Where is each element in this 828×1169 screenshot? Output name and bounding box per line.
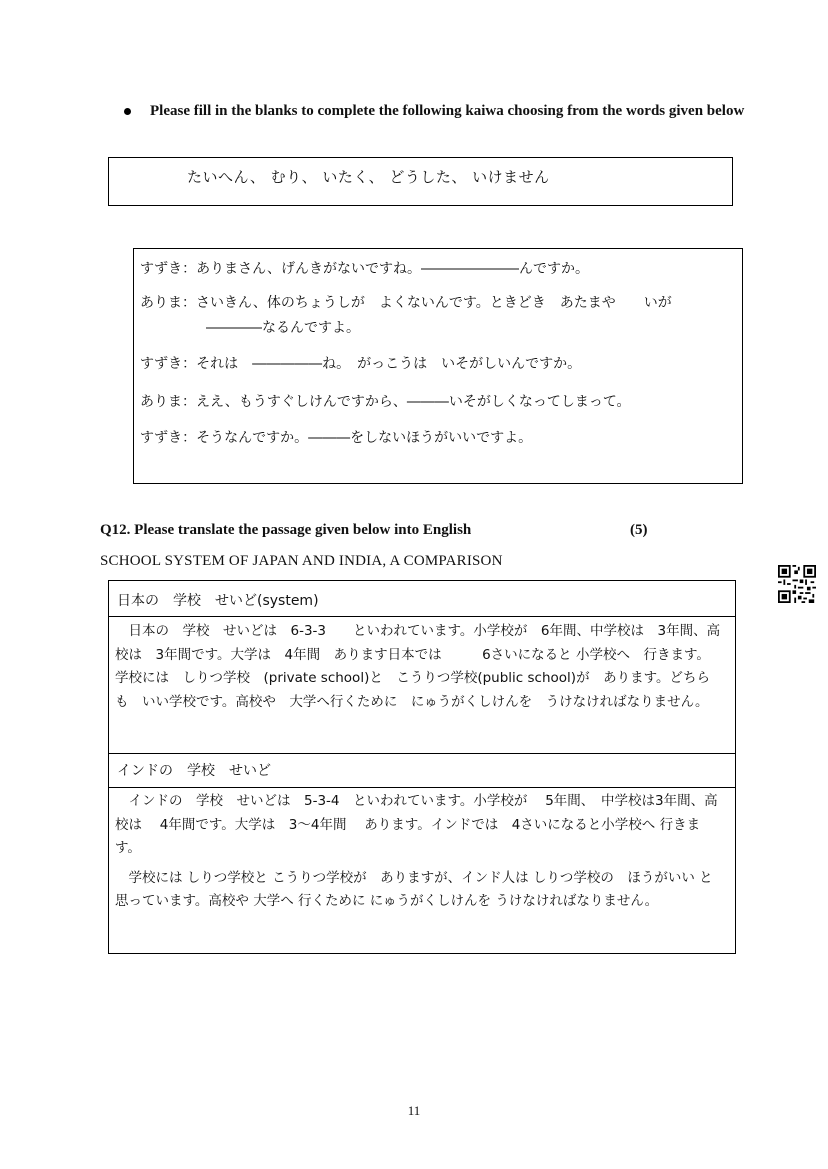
japan-heading: 日本の 学校 せいど(system)	[117, 593, 319, 609]
question-marks: (5)	[630, 522, 648, 538]
kaiwa-box	[133, 248, 743, 484]
word-choices: たいへん、 むり、 いたく、 どうした、 いけません	[187, 168, 550, 186]
kaiwa-line: ――――なるんですよ。	[206, 320, 360, 336]
india-heading: インドの 学校 せいど	[117, 763, 271, 779]
kaiwa-line: ありま：ええ、もうすぐしけんですから、―――いそがしくなってしまって。	[140, 394, 631, 410]
passage-title: SCHOOL SYSTEM OF JAPAN AND INDIA, A COMPARISON	[100, 553, 503, 569]
word-choice-box	[108, 157, 733, 206]
india-paragraph: インドの 学校 せいどは 5-3-4 といわれています。小学校が 5年間、 中学校は3年間、高校は 4年間です。大学は 3～4年間 あります。インドでは 4さいになると小学校へ 行きます。 学校には しりつ学校と こうりつ学校が ありますが、インド人は しりつ学校の ほうがいい と思っています。高校や 大学へ 行くために にゅうがくしけんを うけなければなりません。	[115, 793, 718, 909]
japan-paragraph: 日本の 学校 せいどは 6-3-3 といわれています。小学校が 6年間、中学校は 3年間、高校は 3年間です。大学は 4年間 あります日本では 6さいになると 小学校へ 行きます。学校には しりつ学校 (private school)と こうりつ学校(public school)が あります。どちらも いい学校です。高校や 大学へ行くために にゅうがくしけんを うけなければなりません。	[115, 623, 721, 710]
page-number: 11	[407, 1103, 421, 1118]
instruction-text: Please fill in the blanks to complete the following kaiwa choosing from the words given below	[150, 103, 745, 119]
comparison-table	[108, 580, 736, 954]
kaiwa-line: すずき：それは ―――――ね。 がっこうは いそがしいんですか。	[140, 356, 582, 372]
kaiwa-line: ありま：さいきん、体のちょうしが よくないんです。ときどき あたまや いが	[140, 295, 672, 311]
bullet-icon	[124, 108, 131, 115]
kaiwa-line: すずき：ありまさん、げんきがないですね。―――――――んですか。	[140, 261, 589, 277]
kaiwa-line: すずき：そうなんですか。―――をしないほうがいいですよ。	[140, 430, 533, 446]
qr-code-icon	[778, 565, 816, 603]
question-label: Q12. Please translate the passage given below into English	[100, 522, 472, 538]
